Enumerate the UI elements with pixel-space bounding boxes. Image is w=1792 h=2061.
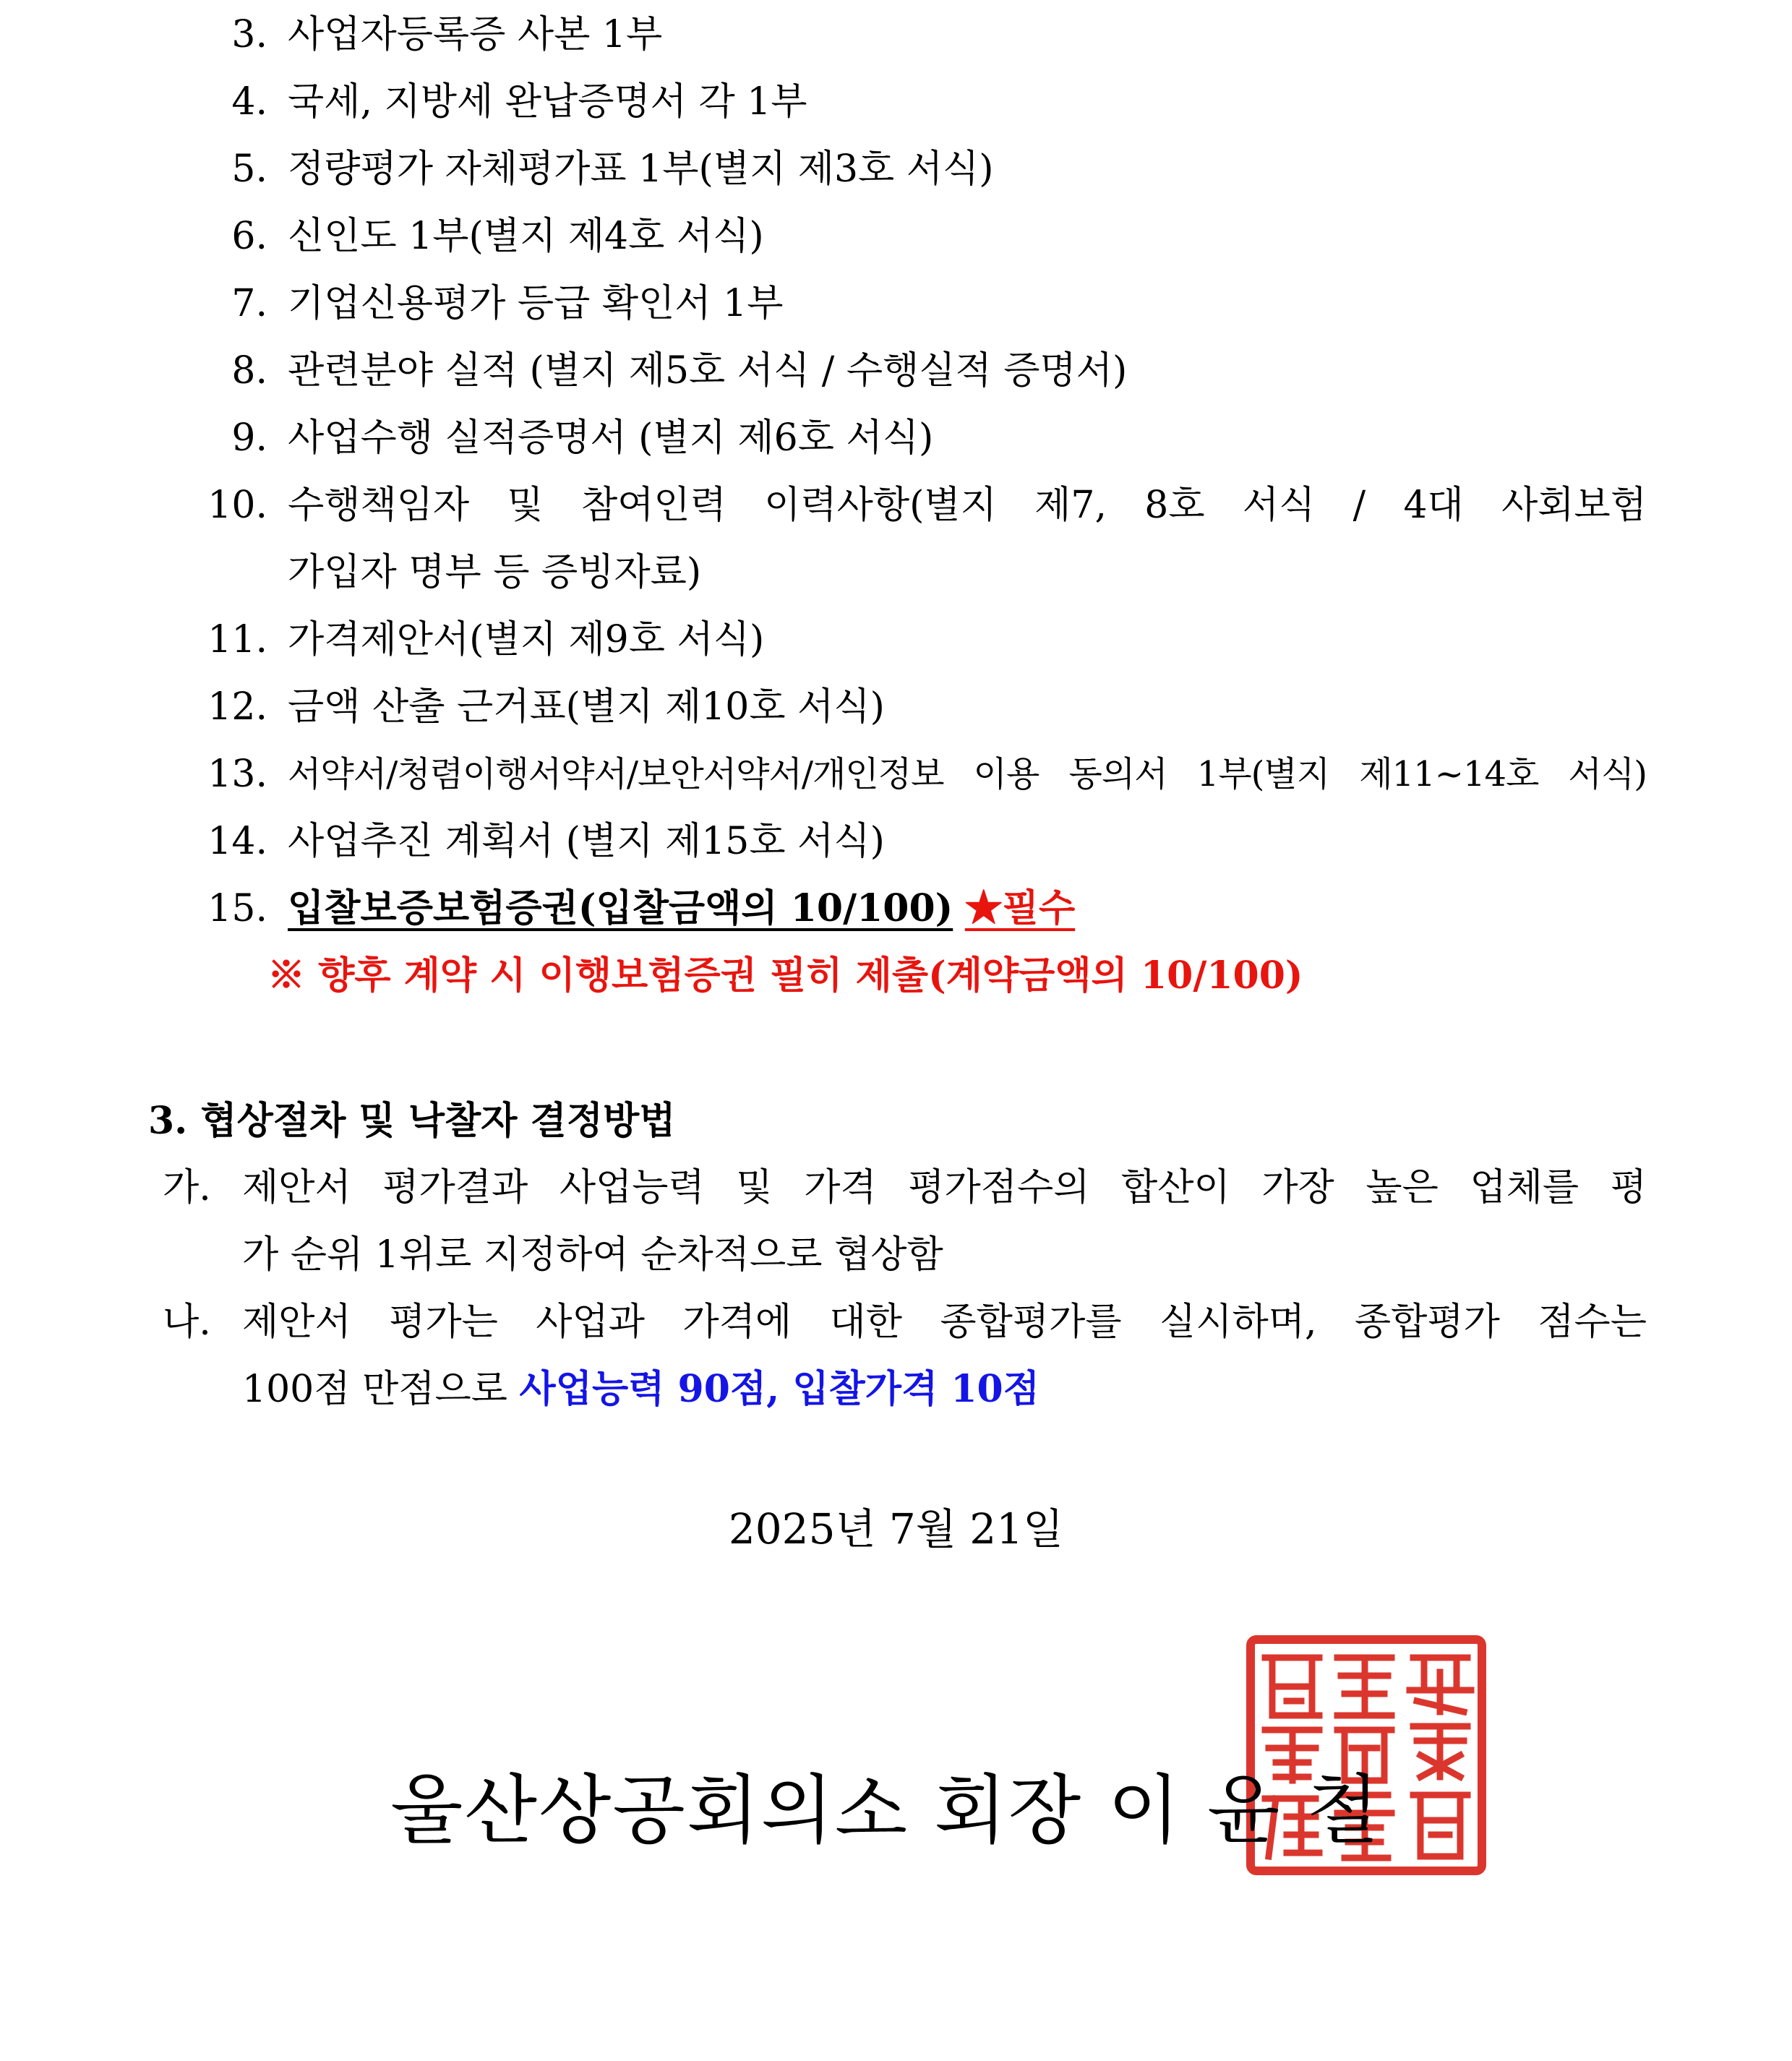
list-number: 5.	[231, 147, 267, 191]
list-text: 사업추진 계획서 (별지 제15호 서식)	[288, 820, 885, 863]
list-number: 11.	[207, 618, 267, 661]
list-number: 15.	[207, 887, 267, 930]
list-text: 기업신용평가 등급 확인서 1부	[288, 282, 784, 325]
paragraph-line: 제안서 평가결과 사업능력 및 가격 평가점수의 합산이 가장 높은 업체를 평	[242, 1166, 1647, 1209]
required-badge: ★필수	[964, 886, 1076, 930]
list-number: 9.	[231, 416, 267, 460]
list-text: 수행책임자 및 참여인력 이력사항(별지 제7, 8호 서식 / 4대 사회보험	[288, 484, 1647, 527]
list-text: 정량평가 자체평가표 1부(별지 제3호 서식)	[288, 147, 994, 191]
section-title: 3. 협상절차 및 낙찰자 결정방법	[148, 1099, 676, 1143]
list-number: 14.	[207, 820, 267, 863]
document-date: 2025년 7월 21일	[728, 1504, 1064, 1554]
list-number: 12.	[207, 685, 267, 729]
list-number: 10.	[207, 484, 267, 527]
list-number: 8.	[231, 349, 267, 393]
list-text: 사업수행 실적증명서 (별지 제6호 서식)	[288, 416, 934, 460]
list-text: 사업자등록증 사본 1부	[288, 13, 663, 56]
paragraph-text: 100점 만점으로	[242, 1368, 520, 1411]
note-text: ※ 향후 계약 시 이행보험증권 필히 제출(계약금액의 10/100)	[267, 954, 1303, 998]
paragraph-marker: 가.	[163, 1166, 211, 1209]
paragraph-line: 제안서 평가는 사업과 가격에 대한 종합평가를 실시하며, 종합평가 점수는	[242, 1301, 1647, 1344]
list-text: 서약서/청렴이행서약서/보안서약서/개인정보 이용 동의서 1부(별지 제11~14호 서식)	[288, 754, 1647, 794]
list-text-continuation: 가입자 명부 등 증빙자료)	[288, 551, 702, 594]
list-number: 4.	[231, 80, 267, 124]
paragraph-line	[242, 1358, 1039, 1413]
list-text: 금액 산출 근거표(별지 제10호 서식)	[288, 685, 885, 729]
list-number: 13.	[207, 753, 267, 796]
list-text-wrapper	[288, 887, 1075, 930]
score-highlight: 사업능력 90점, 입찰가격 10점	[519, 1367, 1039, 1411]
list-number: 3.	[231, 13, 267, 56]
list-text: 국세, 지방세 완납증명서 각 1부	[288, 80, 807, 124]
list-number: 7.	[231, 282, 267, 325]
signature-line: 울산상공회의소 회장 이 윤 철	[390, 1766, 1381, 1854]
list-text: 관련분야 실적 (별지 제5호 서식 / 수행실적 증명서)	[288, 349, 1128, 393]
list-number: 6.	[231, 215, 267, 258]
paragraph-line: 가 순위 1위로 지정하여 순차적으로 협상함	[242, 1233, 943, 1277]
list-text: 가격제안서(별지 제9호 서식)	[288, 618, 765, 661]
list-text: 입찰보증보험증권(입찰금액의 10/100)	[288, 886, 953, 930]
list-text: 신인도 1부(별지 제4호 서식)	[288, 215, 764, 258]
paragraph-marker: 나.	[163, 1301, 211, 1344]
